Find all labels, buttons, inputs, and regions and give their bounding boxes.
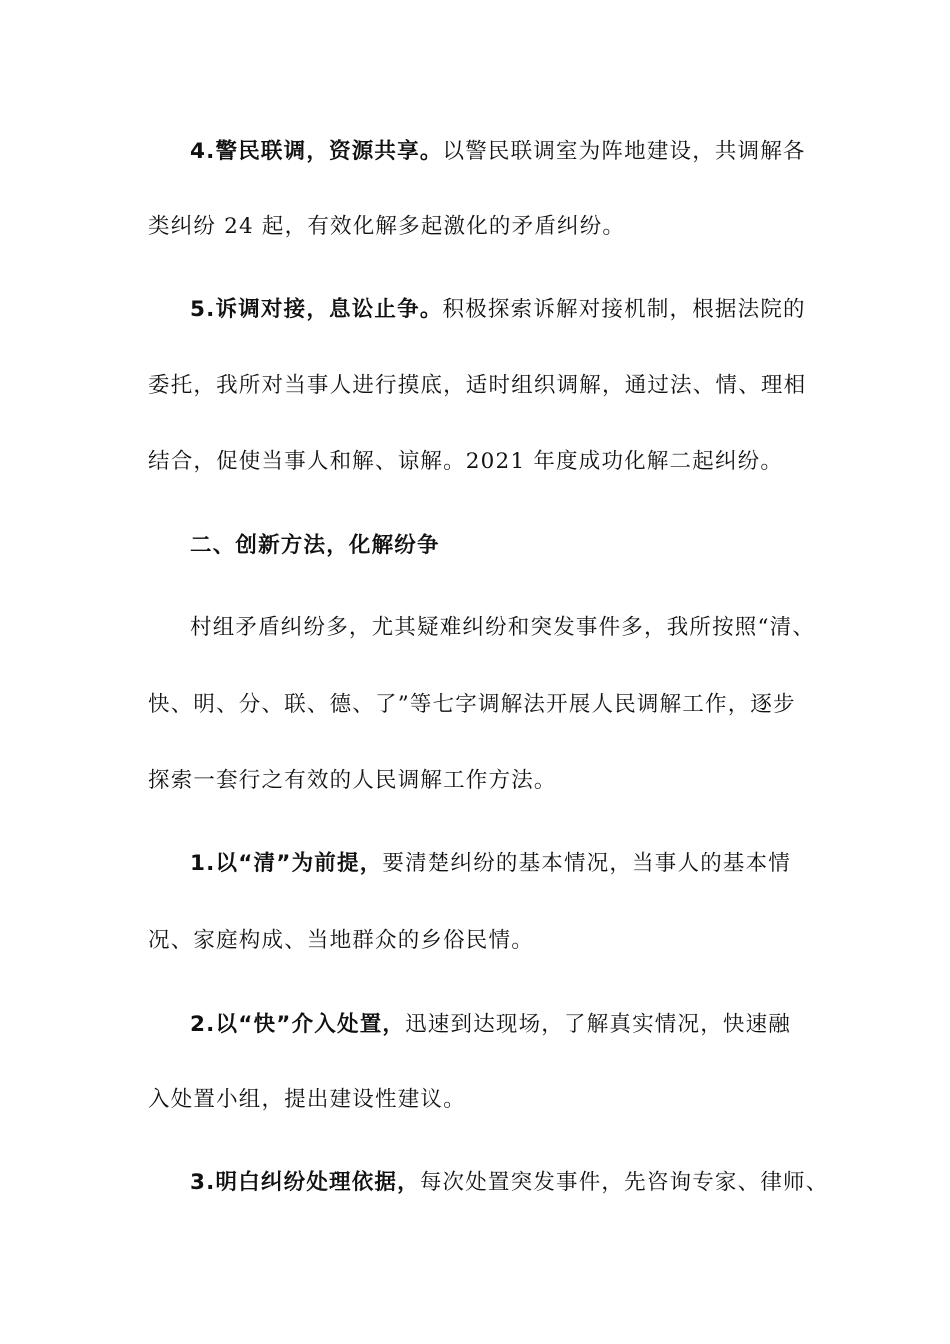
method-1-heading: 1.以“清”为前提， [190, 851, 383, 876]
intro-paragraph-line-3: 探索一套行之有效的人民调解工作方法。 [148, 768, 557, 793]
method-2-text: 迅速到达现场，了解真实情况，快速融 [405, 1012, 791, 1037]
paragraph-5-line-2: 委托，我所对当事人进行摸底，适时组织调解，通过法、情、理相 [148, 373, 807, 398]
paragraph-5-heading: 5.诉调对接，息讼止争。 [190, 297, 443, 322]
paragraph-5-line-3: 结合，促使当事人和解、谅解。2021 年度成功化解二起纠纷。 [148, 449, 784, 474]
method-3-heading: 3.明白纠纷处理依据， [190, 1170, 420, 1195]
method-1-line-2: 况、家庭构成、当地群众的乡俗民情。 [148, 928, 534, 953]
method-3-line-1 [190, 1167, 850, 1199]
paragraph-4-line-1 [190, 136, 850, 168]
paragraph-5-line-1 [190, 294, 850, 326]
paragraph-4-text: 以警民联调室为阵地建设，共调解各 [442, 139, 806, 164]
paragraph-4-line-2: 类纠纷 24 起，有效化解多起激化的矛盾纠纷。 [148, 214, 626, 239]
intro-paragraph-line-2: 快、明、分、联、德、了”等七字调解法开展人民调解工作，逐步 [148, 692, 796, 717]
intro-paragraph-line-1: 村组矛盾纠纷多，尤其疑难纠纷和突发事件多，我所按照“清、 [190, 615, 816, 640]
section-heading-2: 二、创新方法，化解纷争 [190, 533, 440, 558]
method-2-line-1 [190, 1009, 850, 1041]
method-1-line-1 [190, 848, 850, 880]
method-3-text: 每次处置突发事件，先咨询专家、律师、 [419, 1170, 829, 1195]
paragraph-4-heading: 4.警民联调，资源共享。 [190, 139, 443, 164]
method-1-text: 要清楚纠纷的基本情况，当事人的基本情 [382, 851, 791, 876]
method-2-heading: 2.以“快”介入处置， [190, 1012, 406, 1037]
method-2-line-2: 入处置小组，提出建设性建议。 [148, 1087, 466, 1112]
paragraph-5-text: 积极探索诉解对接机制，根据法院的 [442, 297, 806, 322]
